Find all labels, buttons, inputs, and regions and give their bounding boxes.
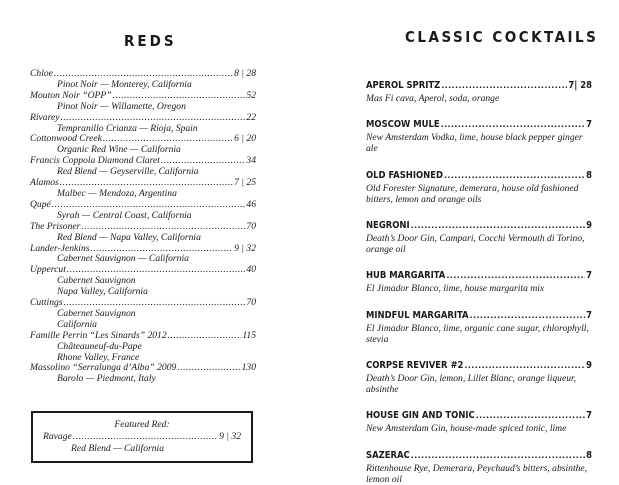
cocktail-name: NEGRONI <box>366 220 410 232</box>
wine-detail: Organic Red Wine — California <box>57 144 181 156</box>
cocktail-description-line: New Amsterdam Vodka, lime, house black pepper ginger <box>366 132 583 144</box>
cocktail-description <box>366 93 592 104</box>
dot-leader <box>446 271 585 280</box>
featured-red-title: Featured Red: <box>114 419 170 430</box>
cocktail-list <box>366 80 592 485</box>
cocktail-item <box>366 450 592 485</box>
wine-detail: Malbec — Mendoza, Argentina <box>57 187 177 199</box>
cocktail-description <box>366 323 592 345</box>
wine-name: Cottonwood Creek <box>30 133 102 145</box>
cocktail-price: 7 <box>586 410 592 422</box>
cocktail-item <box>366 310 592 345</box>
dot-leader <box>476 411 585 420</box>
cocktail-price: 8 <box>586 169 592 181</box>
wine-name: Cuttings <box>30 297 63 309</box>
featured-red-price: 9 | 32 <box>219 431 241 442</box>
reds-list <box>30 69 256 385</box>
cocktail-price: 7 <box>586 270 592 282</box>
cocktail-header <box>366 220 592 231</box>
wine-detail: Syrah — Central Coast, California <box>57 209 192 221</box>
wine-detail: Pinot Noir — Willamette, Oregon <box>57 100 186 112</box>
dot-leader <box>441 81 567 90</box>
cocktail-item <box>366 410 592 434</box>
cocktail-description <box>366 233 592 255</box>
cocktail-name: SAZERAC <box>366 449 410 461</box>
cocktail-description-line: El Jimador Blanco, lime, organic cane sugar, chlorophyll, <box>366 322 589 334</box>
cocktail-description-line: Rittenhouse Rye, Demerara, Peychaud’s bitters, absinthe, <box>366 462 588 474</box>
cocktail-description-line: orange oil <box>366 244 406 256</box>
wine-detail: Pinot Noir — Monterey, California <box>57 78 192 90</box>
dot-leader <box>411 221 586 230</box>
cocktail-description <box>366 183 592 205</box>
cocktail-price: 9 <box>586 360 592 372</box>
wine-detail: Red Blend — Geyserville, California <box>57 166 199 178</box>
cocktail-description-line: bitters, lemon and orange oils <box>366 193 482 205</box>
cocktail-description-line: Death’s Door Gin, lemon, Lillet Blanc, orange liqueur, <box>366 373 577 385</box>
wine-detail: Cabernet Sauvignon — California <box>57 253 189 265</box>
cocktail-description-line: New Amsterdam Gin, house-made spiced tonic, lime <box>366 423 567 435</box>
cocktail-header <box>366 80 592 91</box>
wine-name: The Prisoner <box>30 220 81 232</box>
cocktail-header <box>366 270 592 281</box>
wine-item <box>30 222 256 233</box>
wine-detail: Barolo — Piedmont, Italy <box>57 373 156 385</box>
cocktail-header <box>366 119 592 130</box>
dot-leader <box>168 331 242 342</box>
cocktail-item <box>366 80 592 104</box>
wine-detail: Rhone Valley, France <box>57 351 140 363</box>
wine-name: Mouton Noir “OPP” <box>30 89 112 101</box>
wine-price: 70 <box>246 220 256 232</box>
wine-name: Francis Coppola Diamond Claret <box>30 155 160 167</box>
dot-leader <box>441 120 586 129</box>
cocktail-description-line: Old Forester Signature, demerara, house old fashioned <box>366 182 579 194</box>
wine-price: 8 | 28 <box>234 68 256 79</box>
wine-detail: California <box>57 318 97 330</box>
cocktail-description-line: Death’s Door Gin, Campari, Cocchi Vermouth di Torino, <box>366 233 585 245</box>
wine-name: Chloe <box>30 68 53 79</box>
cocktail-name: APEROL SPRITZ <box>366 80 441 91</box>
wine-detail: Napa Valley, California <box>57 286 148 298</box>
cocktail-price: 7 <box>586 309 592 321</box>
featured-red-detail: Red Blend — California <box>71 443 165 454</box>
dot-leader <box>411 451 585 460</box>
dot-leader <box>444 171 585 180</box>
cocktail-description <box>366 463 592 485</box>
cocktail-item <box>366 270 592 294</box>
wine-name: Massolino “Serralunga d’Alba” 2009 <box>30 362 177 374</box>
cocktail-header <box>366 310 592 321</box>
cocktail-item <box>366 360 592 395</box>
wine-price: 34 <box>246 155 256 167</box>
wine-name: Uppercut <box>30 264 66 276</box>
cocktail-item <box>366 170 592 205</box>
cocktail-header <box>366 360 592 371</box>
cocktail-description-line: Mas Fi cava, Aperol, soda, orange <box>366 93 500 104</box>
wine-price: 130 <box>241 362 256 374</box>
dot-leader <box>73 432 218 443</box>
wine-price: 115 <box>242 329 256 341</box>
cocktail-description-line: absinthe <box>366 384 399 396</box>
wine-detail: Cabernet Sauvignon <box>57 275 136 287</box>
cocktails-heading: CLASSIC COCKTAILS <box>405 28 599 46</box>
wine-name: Lander-Jenkins <box>30 242 90 254</box>
dot-leader <box>464 361 585 370</box>
featured-red-box <box>31 411 253 463</box>
cocktail-name: OLD FASHIONED <box>366 169 443 181</box>
cocktail-name: MOSCOW MULE <box>366 119 440 131</box>
cocktail-description <box>366 132 592 154</box>
wine-price: 9 | 32 <box>234 242 256 254</box>
cocktail-item <box>366 220 592 255</box>
wine-detail: Cabernet Sauvignon <box>57 307 136 319</box>
cocktail-name: MINDFUL MARGARITA <box>366 309 469 321</box>
cocktail-item <box>366 119 592 154</box>
wine-name: Alamos <box>30 177 59 189</box>
cocktail-description <box>366 373 592 395</box>
cocktail-description <box>366 423 592 434</box>
wine-price: 7 | 25 <box>234 177 256 189</box>
reds-heading: REDS <box>124 32 177 50</box>
wine-price: 22 <box>246 111 256 123</box>
cocktail-header <box>366 450 592 461</box>
dot-leader <box>177 363 240 374</box>
wine-name: Qupé <box>30 198 51 210</box>
cocktail-header <box>366 410 592 421</box>
wine-price: 40 <box>246 264 256 276</box>
wine-name: Famille Perrin “Les Sinards” 2012 <box>30 329 167 341</box>
wine-price: 6 | 20 <box>234 133 256 145</box>
wine-item <box>30 113 256 124</box>
wine-price: 70 <box>246 297 256 309</box>
cocktail-description-line: ale <box>366 143 378 155</box>
featured-red-row <box>43 432 241 443</box>
featured-red-name: Ravage <box>43 431 72 442</box>
wine-price: 46 <box>246 198 256 210</box>
cocktail-name: CORPSE REVIVER #2 <box>366 360 464 372</box>
cocktail-name: HOUSE GIN AND TONIC <box>366 410 475 422</box>
cocktail-description-line: El Jimador Blanco, lime, house margarita mix <box>366 283 545 295</box>
cocktail-description <box>366 283 592 294</box>
dot-leader <box>81 222 245 233</box>
cocktail-price: 7| 28 <box>568 80 592 91</box>
dot-leader <box>60 113 245 124</box>
wine-detail: Châteauneuf-du-Pape <box>57 340 142 352</box>
cocktail-name: HUB MARGARITA <box>366 270 446 282</box>
wine-price: 52 <box>246 89 256 101</box>
cocktail-price: 9 <box>586 220 592 232</box>
cocktail-header <box>366 170 592 181</box>
wine-name: Rivarey <box>30 111 60 123</box>
cocktail-description-line: stevia <box>366 333 389 345</box>
cocktail-price: 7 <box>586 119 592 131</box>
dot-leader <box>470 311 586 320</box>
cocktail-description-line: lemon oil <box>366 473 402 485</box>
cocktail-price: 8 <box>586 449 592 461</box>
wine-detail: Tempranillo Crianza — Rioja, Spain <box>57 122 198 134</box>
wine-detail: Red Blend — Napa Valley, California <box>57 231 201 243</box>
